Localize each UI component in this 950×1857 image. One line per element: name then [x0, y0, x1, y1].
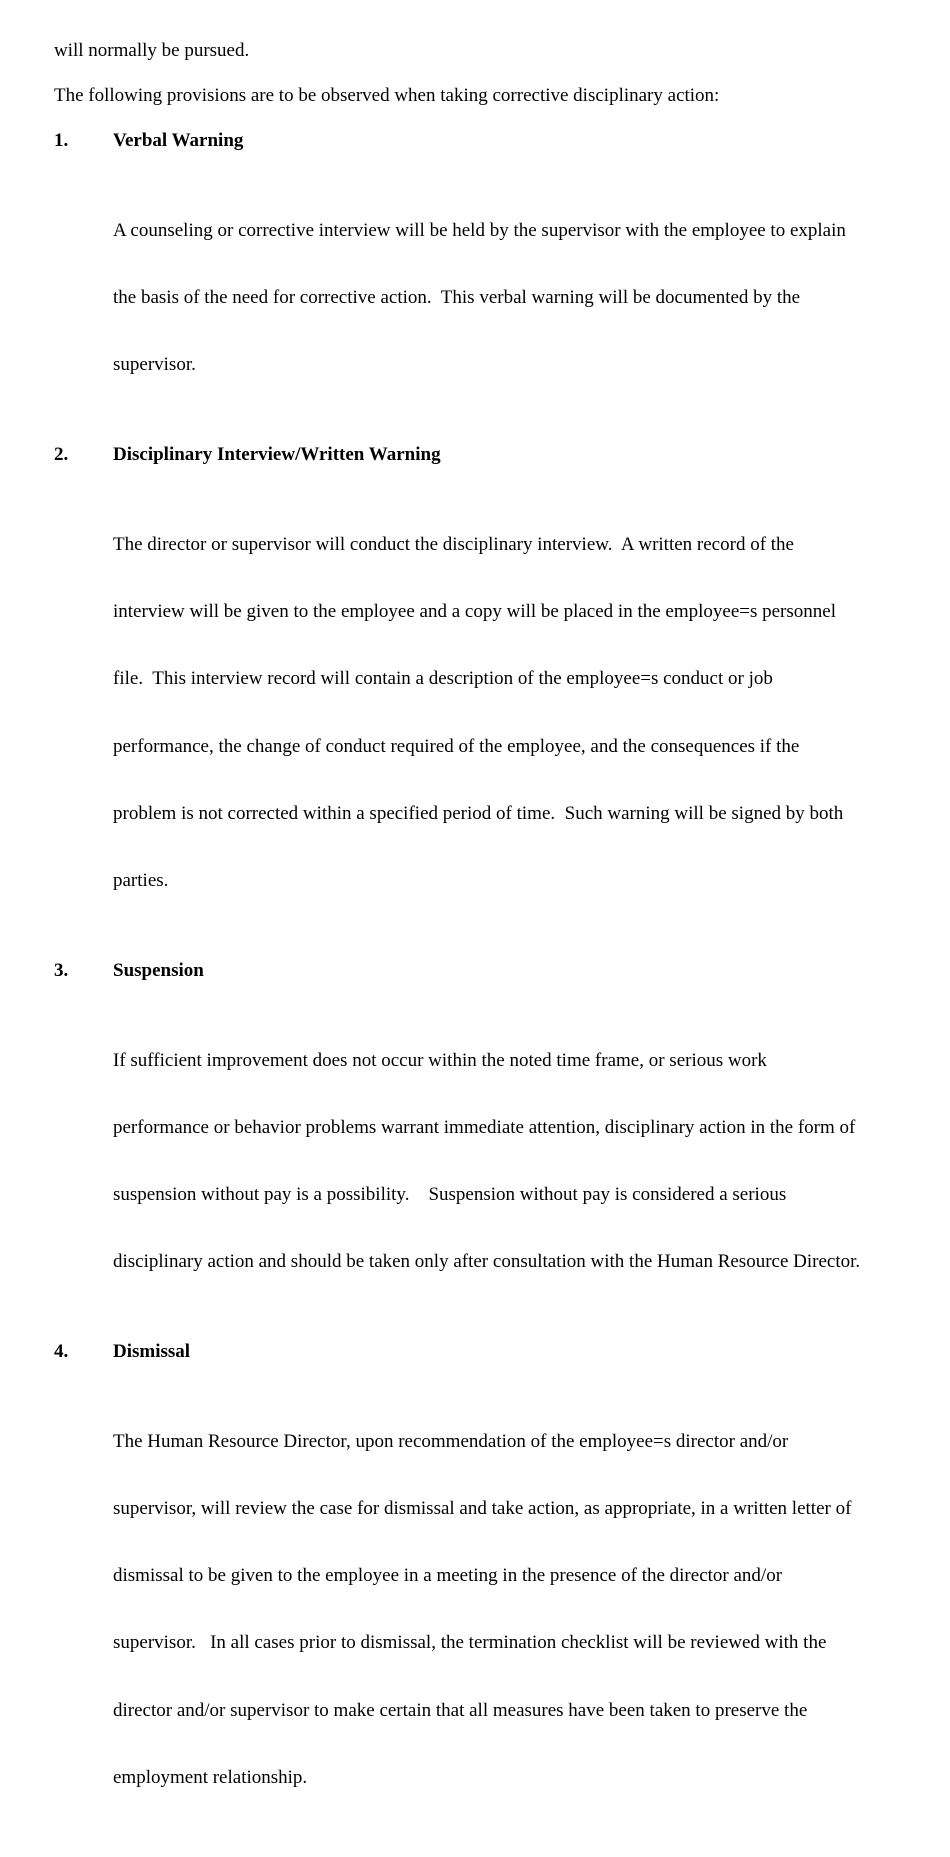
- document-page: [54, 40, 904, 1857]
- body-line: supervisor. In all cases prior to dismissal, the termination checklist will be reviewed with the: [113, 1632, 827, 1654]
- body-line: file. This interview record will contain a description of the employee=s conduct or job: [113, 668, 773, 690]
- body-line: The director or supervisor will conduct the disciplinary interview. A written record of the: [113, 533, 794, 555]
- body-line: parties.: [113, 869, 169, 891]
- section-title: Verbal Warning: [113, 130, 244, 151]
- section-heading: [54, 1341, 904, 1363]
- section-dismissal: [54, 1341, 904, 1834]
- section-verbal-warning: [54, 130, 904, 421]
- body-line: employment relationship.: [113, 1766, 308, 1788]
- body-line: interview will be given to the employee and a copy will be placed in the employee=s personnel: [113, 601, 836, 623]
- section-number: 3.: [54, 959, 69, 981]
- body-line: dismissal to be given to the employee in a meeting in the presence of the director and/or: [113, 1565, 783, 1587]
- body-line: supervisor.: [113, 354, 196, 376]
- section-body: [113, 489, 903, 937]
- section-heading: [54, 960, 904, 982]
- body-line: performance or behavior problems warrant immediate attention, disciplinary action in the form of: [113, 1116, 856, 1138]
- body-line: supervisor, will review the case for dismissal and take action, as appropriate, in a written letter of: [113, 1498, 852, 1520]
- body-line: problem is not corrected within a specified period of time. Such warning will be signed by both: [113, 802, 844, 824]
- section-number: 4.: [54, 1341, 69, 1363]
- section-body: [113, 1386, 903, 1834]
- body-line: suspension without pay is a possibility. Suspension without pay is considered a serious: [113, 1183, 787, 1205]
- body-line: director and/or supervisor to make certain that all measures have been taken to preserve the: [113, 1699, 808, 1721]
- section-written-warning: [54, 444, 904, 937]
- section-title: Disciplinary Interview/Written Warning: [113, 444, 441, 466]
- body-line: disciplinary action and should be taken only after consultation with the Human Resource Director.: [113, 1251, 861, 1273]
- section-suspension: [54, 960, 904, 1319]
- section-body: [113, 175, 903, 421]
- body-line: The Human Resource Director, upon recommendation of the employee=s director and/or: [113, 1430, 789, 1452]
- section-body: [113, 1005, 903, 1319]
- section-heading: [54, 130, 904, 152]
- continuation-text: will normally be pursued.: [54, 40, 250, 61]
- section-number: 1.: [54, 130, 69, 151]
- section-title: Dismissal: [113, 1341, 191, 1363]
- section-heading: [54, 444, 904, 466]
- body-line: A counseling or corrective interview will be held by the supervisor with the employee to explain: [113, 219, 846, 241]
- section-title: Suspension: [113, 959, 204, 981]
- body-line: If sufficient improvement does not occur within the noted time frame, or serious work: [113, 1049, 767, 1071]
- body-line: performance, the change of conduct required of the employee, and the consequences if the: [113, 735, 800, 757]
- section-number: 2.: [54, 444, 69, 466]
- body-line: the basis of the need for corrective action. This verbal warning will be documented by the: [113, 287, 801, 309]
- intro-paragraph: The following provisions are to be observed when taking corrective disciplinary action:: [54, 85, 720, 106]
